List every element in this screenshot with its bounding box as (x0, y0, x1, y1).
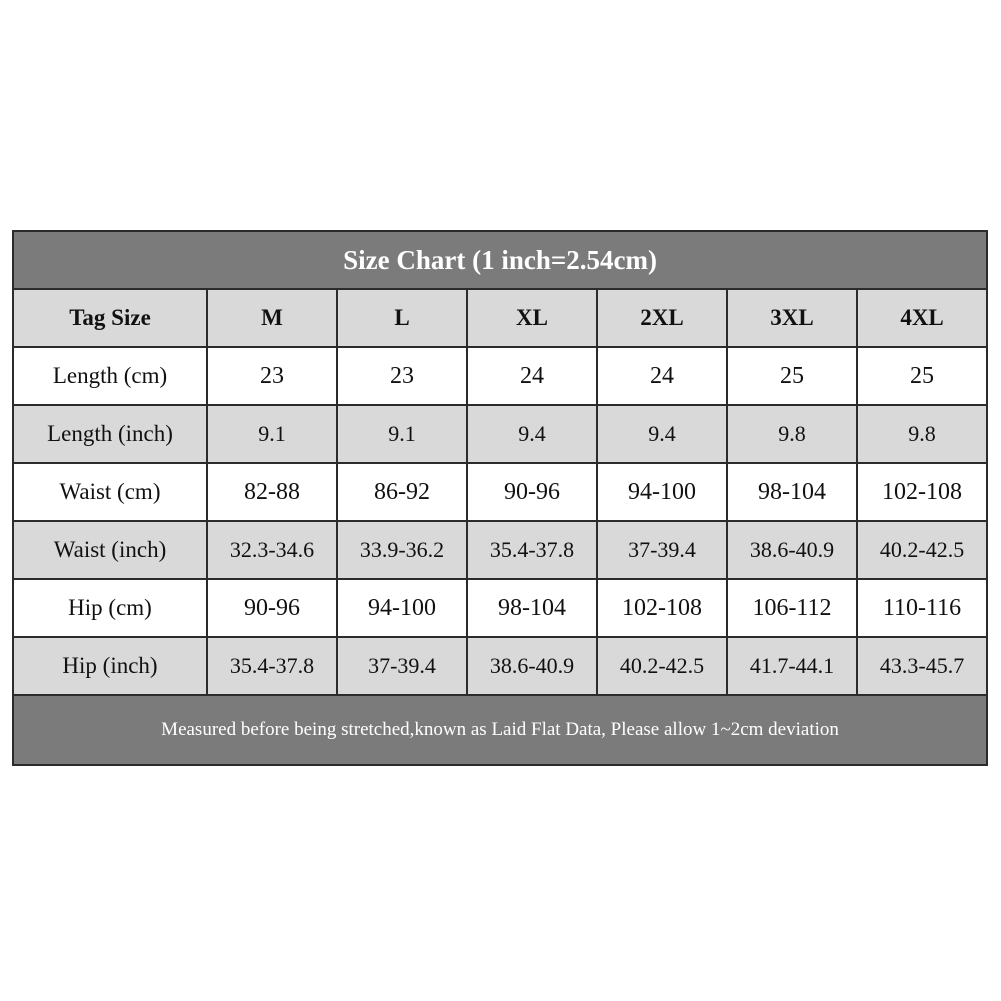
title-row (13, 231, 987, 289)
table-cell: 9.1 (337, 405, 467, 463)
table-cell: 32.3-34.6 (207, 521, 337, 579)
table-cell: 82-88 (207, 463, 337, 521)
table-cell: 90-96 (207, 579, 337, 637)
table-cell: 110-116 (857, 579, 987, 637)
table-row-length-inch (13, 405, 987, 463)
table-row-hip-inch (13, 637, 987, 695)
row-label: Length (cm) (13, 347, 207, 405)
table-cell: 9.4 (467, 405, 597, 463)
table-cell: 86-92 (337, 463, 467, 521)
size-chart-table (12, 230, 988, 766)
table-cell: 98-104 (727, 463, 857, 521)
header-size-3xl: 3XL (727, 289, 857, 347)
table-cell: 98-104 (467, 579, 597, 637)
header-size-2xl: 2XL (597, 289, 727, 347)
table-cell: 37-39.4 (337, 637, 467, 695)
row-label: Hip (cm) (13, 579, 207, 637)
table-cell: 102-108 (857, 463, 987, 521)
table-cell: 23 (337, 347, 467, 405)
table-cell: 102-108 (597, 579, 727, 637)
table-row-waist-cm (13, 463, 987, 521)
table-cell: 37-39.4 (597, 521, 727, 579)
table-cell: 38.6-40.9 (727, 521, 857, 579)
table-row-waist-inch (13, 521, 987, 579)
row-label: Hip (inch) (13, 637, 207, 695)
table-cell: 106-112 (727, 579, 857, 637)
table-cell: 24 (597, 347, 727, 405)
header-size-l: L (337, 289, 467, 347)
measurement-note: Measured before being stretched,known as Laid Flat Data, Please allow 1~2cm deviation (13, 695, 987, 765)
chart-title: Size Chart (1 inch=2.54cm) (13, 231, 987, 289)
table-row-length-cm (13, 347, 987, 405)
table-cell: 40.2-42.5 (857, 521, 987, 579)
header-size-xl: XL (467, 289, 597, 347)
table-cell: 25 (727, 347, 857, 405)
table-cell: 90-96 (467, 463, 597, 521)
table-cell: 23 (207, 347, 337, 405)
table-cell: 94-100 (597, 463, 727, 521)
table-cell: 25 (857, 347, 987, 405)
header-row (13, 289, 987, 347)
header-tag-size: Tag Size (13, 289, 207, 347)
table-cell: 41.7-44.1 (727, 637, 857, 695)
table-row-hip-cm (13, 579, 987, 637)
table-cell: 35.4-37.8 (467, 521, 597, 579)
table-cell: 40.2-42.5 (597, 637, 727, 695)
table-cell: 33.9-36.2 (337, 521, 467, 579)
row-label: Waist (inch) (13, 521, 207, 579)
header-size-m: M (207, 289, 337, 347)
header-size-4xl: 4XL (857, 289, 987, 347)
note-row (13, 695, 987, 765)
table-cell: 9.1 (207, 405, 337, 463)
row-label: Length (inch) (13, 405, 207, 463)
table-cell: 94-100 (337, 579, 467, 637)
table-cell: 9.8 (857, 405, 987, 463)
row-label: Waist (cm) (13, 463, 207, 521)
table-cell: 9.8 (727, 405, 857, 463)
table-cell: 35.4-37.8 (207, 637, 337, 695)
table-cell: 9.4 (597, 405, 727, 463)
table-cell: 24 (467, 347, 597, 405)
table-cell: 38.6-40.9 (467, 637, 597, 695)
table-cell: 43.3-45.7 (857, 637, 987, 695)
